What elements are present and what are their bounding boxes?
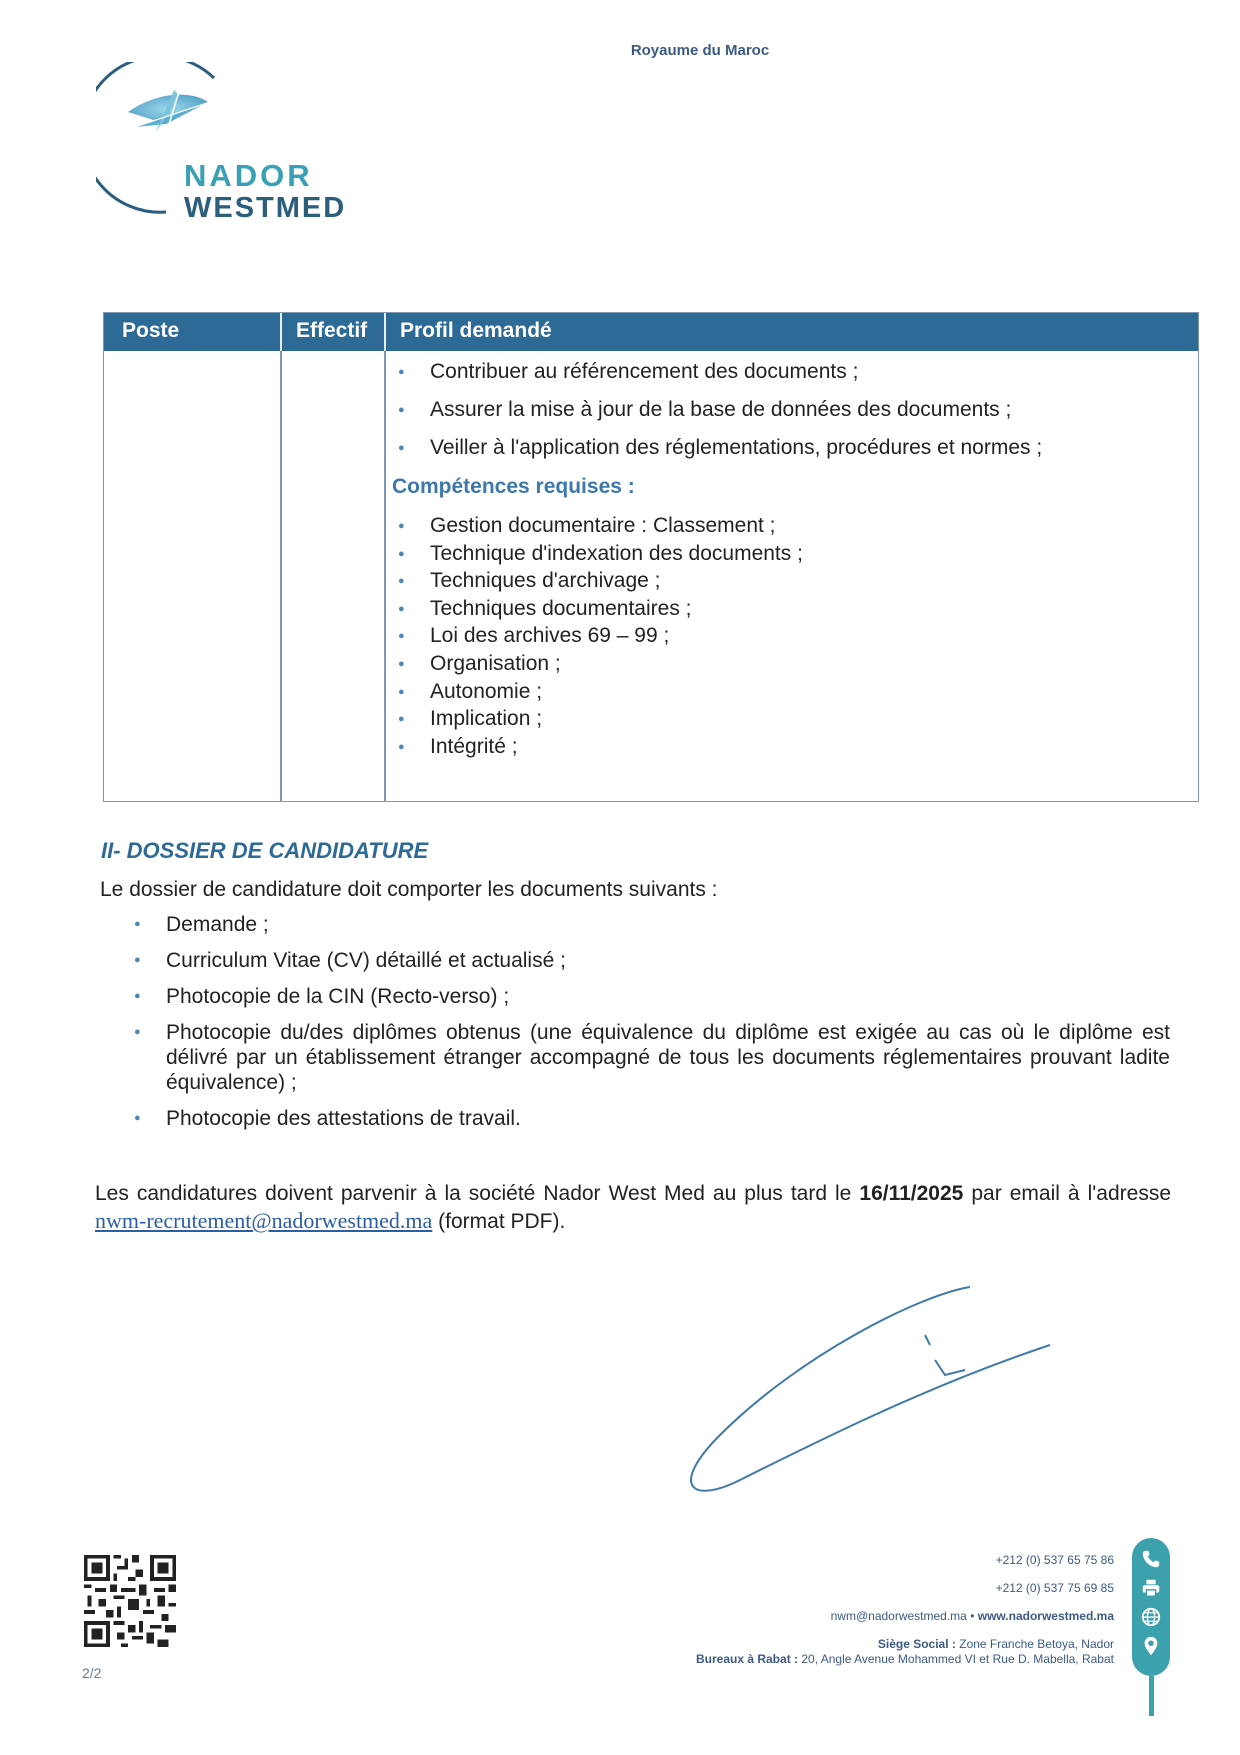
siege-label: Siège Social :: [877, 1637, 956, 1651]
closing-paragraph: [95, 1180, 1171, 1235]
header-poste: Poste: [122, 319, 180, 342]
list-item: ● Photocopie de la CIN (Recto-verso) ;: [130, 984, 1170, 1009]
column-divider: [384, 313, 386, 801]
header-divider: [280, 313, 282, 351]
list-item: ● Autonomie ;: [394, 679, 1184, 707]
list-item: ● Gestion documentaire : Classement ;: [394, 513, 1184, 541]
list-item: ● Techniques d'archivage ;: [394, 568, 1184, 596]
header-profil: Profil demandé: [400, 319, 552, 342]
job-table: [103, 312, 1199, 802]
list-item: ● Contribuer au référencement des documents ;: [394, 359, 1184, 397]
header-effectif: Effectif: [296, 319, 368, 342]
profil-list: [394, 359, 1184, 473]
footer-web: nwm@nadorwestmed.ma • www.nadorwestmed.ma: [830, 1609, 1114, 1623]
closing-text: (format PDF).: [432, 1210, 566, 1233]
list-item: ● Photocopie du/des diplômes obtenus (une équivalence du diplôme est exigée au cas où le diplôme est délivré par un établissement étranger accompagné de tous les documents réglementaires prouvant ladite équivalence) ;: [130, 1020, 1170, 1095]
location-icon: [1140, 1635, 1162, 1657]
footer-address: [696, 1637, 1114, 1667]
list-item: ● Techniques documentaires ;: [394, 596, 1184, 624]
header-divider: [384, 313, 386, 351]
list-item: ● Technique d'indexation des documents ;: [394, 541, 1184, 569]
dossier-list: [130, 912, 1170, 1142]
table-header: [104, 313, 1198, 351]
footer-fax: +212 (0) 537 75 69 85: [995, 1581, 1114, 1595]
fax-icon: [1140, 1577, 1162, 1599]
deadline-date: 16/11/2025: [859, 1182, 964, 1205]
siege-address: Zone Franche Betoya, Nador: [959, 1637, 1114, 1651]
closing-text: par email à l'adresse: [963, 1182, 1172, 1205]
footer-email[interactable]: nwm@nadorwestmed.ma: [830, 1609, 967, 1623]
section-intro: Le dossier de candidature doit comporter les documents suivants :: [100, 878, 718, 901]
list-item: ● Demande ;: [130, 912, 1170, 937]
email-link[interactable]: nwm-recrutement@nadorwestmed.ma: [95, 1208, 433, 1233]
bureaux-address: 20, Angle Avenue Mohammed VI et Rue D. Mabella, Rabat: [801, 1652, 1114, 1666]
list-item: ● Intégrité ;: [394, 734, 1184, 762]
list-item: ● Implication ;: [394, 706, 1184, 734]
list-item: ● Assurer la mise à jour de la base de données des documents ;: [394, 397, 1184, 435]
phone-icon: [1140, 1548, 1162, 1570]
list-item: ● Loi des archives 69 – 99 ;: [394, 623, 1184, 651]
globe-icon: [1140, 1606, 1162, 1628]
list-item: ● Organisation ;: [394, 651, 1184, 679]
logo-text-westmed: WESTMED: [184, 192, 347, 224]
signature: [680, 1275, 1060, 1505]
kingdom-header: Royaume du Maroc: [630, 42, 770, 59]
section-title: II- DOSSIER DE CANDIDATURE: [101, 838, 429, 863]
page-number: 2/2: [82, 1665, 102, 1681]
competences-list: [394, 513, 1184, 761]
logo-text-nador: NADOR: [184, 158, 313, 193]
contact-icon-bar-stem: [1149, 1676, 1154, 1716]
footer-website[interactable]: www.nadorwestmed.ma: [977, 1609, 1114, 1623]
competences-title: Compétences requises :: [392, 475, 635, 498]
footer-phone: +212 (0) 537 65 75 86: [995, 1553, 1114, 1567]
qr-code: [84, 1555, 176, 1647]
bureaux-label: Bureaux à Rabat :: [695, 1652, 799, 1666]
list-item: ● Curriculum Vitae (CV) détaillé et actualisé ;: [130, 948, 1170, 973]
list-item: ● Photocopie des attestations de travail.: [130, 1106, 1170, 1131]
closing-text: Les candidatures doivent parvenir à la société Nador West Med au plus tard le: [95, 1182, 860, 1205]
column-divider: [280, 313, 282, 801]
list-item: ● Veiller à l'application des réglementations, procédures et normes ;: [394, 435, 1184, 473]
